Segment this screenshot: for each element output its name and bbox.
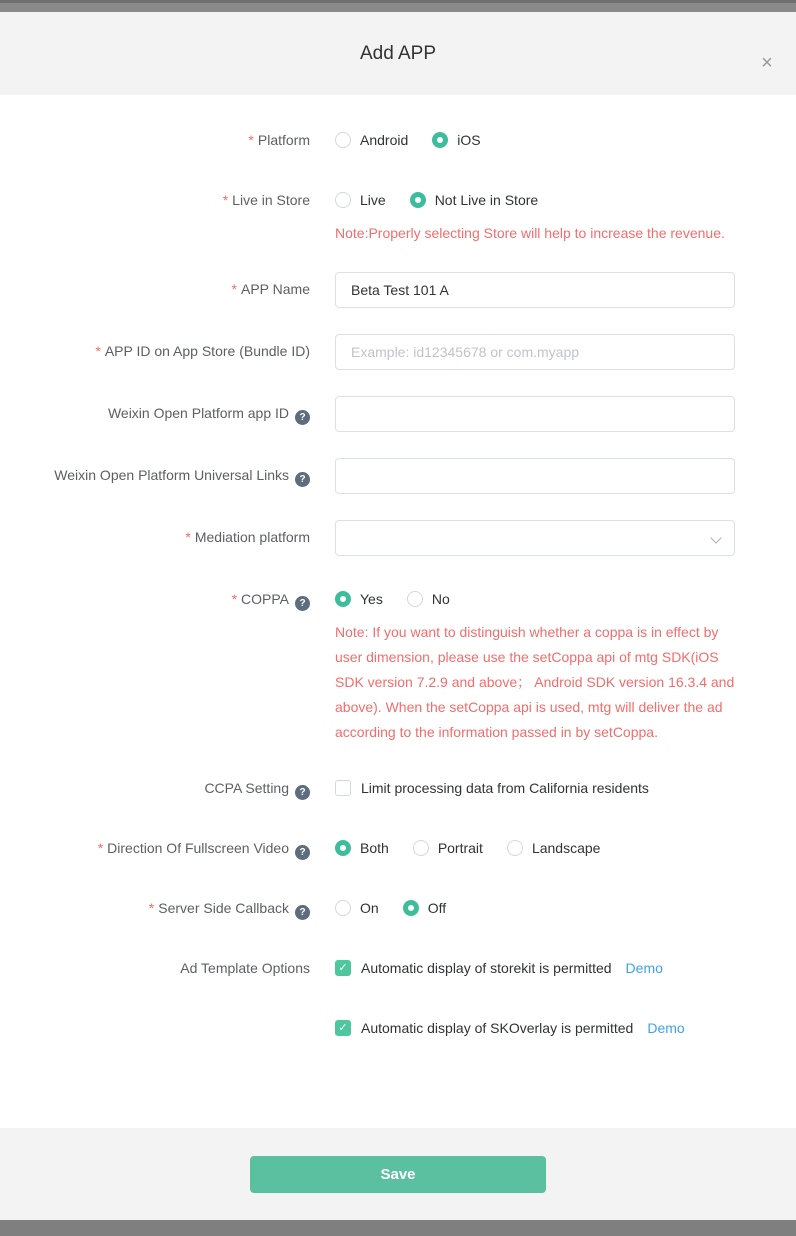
form-row-ad-template-storekit bbox=[0, 951, 796, 985]
form-row-coppa bbox=[0, 582, 796, 745]
radio-icon bbox=[507, 840, 523, 856]
skoverlay-demo-link[interactable]: Demo bbox=[647, 1020, 685, 1036]
radio-icon bbox=[407, 591, 423, 607]
overlay-bottom-strip bbox=[0, 1220, 796, 1236]
form-row-platform bbox=[0, 123, 796, 157]
field-label-platform: * Platform bbox=[248, 132, 310, 148]
checkbox-icon bbox=[335, 780, 351, 796]
radio-direction-both[interactable]: Both bbox=[335, 840, 389, 856]
required-mark: * bbox=[222, 192, 229, 208]
modal-footer bbox=[0, 1128, 796, 1220]
required-mark: * bbox=[185, 529, 191, 545]
weixin-app-id-input[interactable] bbox=[335, 396, 735, 432]
help-icon[interactable]: ? bbox=[295, 905, 310, 920]
form-row-weixin-app-id bbox=[0, 396, 796, 432]
mediation-platform-select[interactable] bbox=[335, 520, 735, 556]
field-label-live-in-store: * Live in Store bbox=[222, 192, 310, 208]
form-row-weixin-links bbox=[0, 458, 796, 494]
modal-title: Add APP bbox=[359, 42, 437, 64]
weixin-links-input[interactable] bbox=[335, 458, 735, 494]
modal-header bbox=[0, 12, 796, 95]
ccpa-checkbox[interactable]: Limit processing data from California residents bbox=[335, 780, 649, 796]
form-row-ad-template-skoverlay bbox=[0, 1011, 796, 1045]
field-label-weixin-app-id: Weixin Open Platform app ID ? bbox=[0, 396, 310, 432]
overlay-top-strip bbox=[0, 0, 796, 12]
field-label-coppa: * COPPA ? bbox=[0, 582, 310, 745]
close-icon: × bbox=[761, 52, 773, 74]
coppa-note-text: Note: If you want to distinguish whether a coppa is in effect by user dimension, please use the setCoppa api of mtg SDK(iOS SDK version 7.2.9 and above； Android SDK version 16.3.4 and above). When the setCoppa api is used, mtg will deliver the ad according to the information passed in by setCoppa. bbox=[335, 624, 735, 740]
field-label-bundle-id: * APP ID on App Store (Bundle ID) bbox=[95, 343, 310, 359]
radio-selected-icon bbox=[335, 591, 351, 607]
modal-body bbox=[0, 95, 796, 1128]
field-label-ad-template: Ad Template Options bbox=[180, 960, 310, 976]
field-label-app-name: * APP Name bbox=[231, 281, 310, 297]
bundle-id-input[interactable] bbox=[335, 334, 735, 370]
radio-ios[interactable]: iOS bbox=[432, 132, 480, 148]
help-icon[interactable]: ? bbox=[295, 410, 310, 425]
chevron-down-icon bbox=[710, 532, 721, 543]
form-row-callback bbox=[0, 891, 796, 925]
help-icon[interactable]: ? bbox=[295, 845, 310, 860]
help-icon[interactable]: ? bbox=[295, 472, 310, 487]
radio-selected-icon bbox=[410, 192, 426, 208]
radio-selected-icon bbox=[403, 900, 419, 916]
radio-android[interactable]: Android bbox=[335, 132, 408, 148]
radio-selected-icon bbox=[335, 840, 351, 856]
form-row-bundle-id bbox=[0, 334, 796, 370]
radio-direction-portrait[interactable]: Portrait bbox=[413, 840, 483, 856]
radio-icon bbox=[335, 900, 351, 916]
storekit-checkbox[interactable]: ✓ Automatic display of storekit is permitted bbox=[335, 960, 612, 976]
field-label-callback: * Server Side Callback ? bbox=[0, 891, 310, 925]
field-label-direction: * Direction Of Fullscreen Video ? bbox=[0, 831, 310, 865]
form-row-mediation bbox=[0, 520, 796, 556]
required-mark: * bbox=[231, 281, 237, 297]
storekit-demo-link[interactable]: Demo bbox=[625, 960, 663, 976]
field-label-mediation: * Mediation platform bbox=[185, 529, 310, 545]
form-row-app-name bbox=[0, 272, 796, 308]
radio-icon bbox=[335, 132, 351, 148]
field-label-weixin-links: Weixin Open Platform Universal Links ? bbox=[0, 458, 310, 494]
radio-live[interactable]: Live bbox=[335, 192, 386, 208]
form-row-ccpa bbox=[0, 771, 796, 805]
form-row-direction bbox=[0, 831, 796, 865]
radio-callback-on[interactable]: On bbox=[335, 900, 379, 916]
radio-coppa-yes[interactable]: Yes bbox=[335, 591, 383, 607]
required-mark: * bbox=[97, 840, 104, 856]
radio-direction-landscape[interactable]: Landscape bbox=[507, 840, 601, 856]
radio-icon bbox=[413, 840, 429, 856]
close-button[interactable] bbox=[754, 50, 780, 76]
checkbox-checked-icon: ✓ bbox=[335, 1020, 351, 1036]
required-mark: * bbox=[231, 591, 238, 607]
radio-icon bbox=[335, 192, 351, 208]
checkbox-checked-icon: ✓ bbox=[335, 960, 351, 976]
required-mark: * bbox=[95, 343, 101, 359]
help-icon[interactable]: ? bbox=[295, 785, 310, 800]
save-button[interactable]: Save bbox=[250, 1156, 546, 1193]
radio-coppa-no[interactable]: No bbox=[407, 591, 450, 607]
radio-not-live[interactable]: Not Live in Store bbox=[410, 192, 539, 208]
store-note-text: Note:Properly selecting Store will help to increase the revenue. bbox=[335, 225, 725, 241]
required-mark: * bbox=[248, 132, 254, 148]
radio-selected-icon bbox=[432, 132, 448, 148]
field-label-ccpa: CCPA Setting ? bbox=[0, 771, 310, 805]
help-icon[interactable]: ? bbox=[295, 596, 310, 611]
required-mark: * bbox=[148, 900, 155, 916]
radio-callback-off[interactable]: Off bbox=[403, 900, 446, 916]
form-row-live-in-store bbox=[0, 183, 796, 246]
app-name-input[interactable] bbox=[335, 272, 735, 308]
skoverlay-checkbox[interactable]: ✓ Automatic display of SKOverlay is permitted bbox=[335, 1020, 633, 1036]
